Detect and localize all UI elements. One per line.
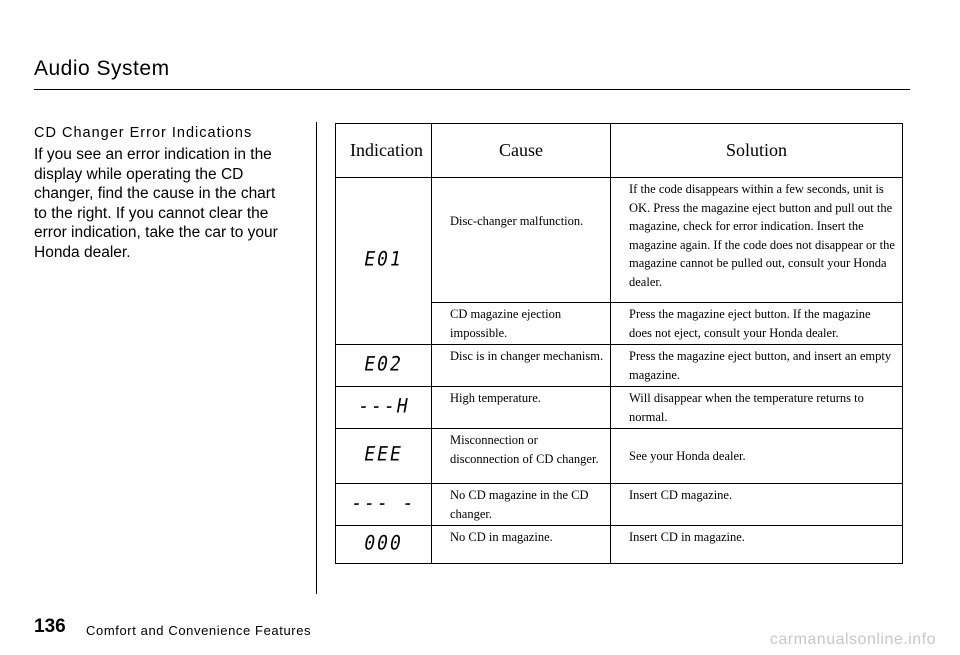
- title-divider: [34, 89, 910, 90]
- solution-cell: Will disappear when the temperature returns to normal.: [611, 387, 903, 429]
- header-solution: Solution: [611, 124, 903, 178]
- solution-cell: See your Honda dealer.: [611, 429, 903, 484]
- intro-line: If you see an error indication in the: [34, 146, 272, 163]
- intro-line: changer, find the cause in the chart: [34, 185, 276, 202]
- page-title: Audio System: [34, 57, 170, 80]
- column-divider: [316, 122, 317, 594]
- table-row: [336, 429, 903, 484]
- indication-cell: [336, 345, 432, 387]
- indication-code: ---H: [355, 394, 412, 418]
- cause-cell: Disc-changer malfunction.: [432, 178, 611, 303]
- indication-code: E02: [362, 352, 405, 376]
- solution-cell: Insert CD magazine.: [611, 484, 903, 526]
- indication-code: EEE: [362, 443, 405, 467]
- page-number: 136: [34, 616, 66, 637]
- indication-code: --- -: [349, 491, 418, 515]
- table-row: [336, 484, 903, 526]
- table-row: [336, 526, 903, 564]
- cause-cell: Misconnection or disconnection of CD changer.: [432, 429, 611, 484]
- cause-cell: No CD magazine in the CD changer.: [432, 484, 611, 526]
- intro-line: to the right. If you cannot clear the: [34, 204, 269, 222]
- solution-cell: Insert CD in magazine.: [611, 526, 903, 564]
- footer-section-label: Comfort and Convenience Features: [86, 623, 312, 638]
- solution-cell: If the code disappears within a few seconds, unit is OK. Press the magazine eject button and pull out the magazine, check for error indication. Insert the magazine again. If the code does not disappear or the magazine cannot be pulled out, consult your Honda dealer.: [611, 178, 903, 303]
- cause-cell: CD magazine ejection impossible.: [432, 303, 611, 345]
- indication-cell: [336, 526, 432, 564]
- solution-cell: Press the magazine eject button. If the magazine does not eject, consult your Honda dealer.: [611, 303, 903, 345]
- cause-cell: High temperature.: [432, 387, 611, 429]
- indication-cell: [336, 387, 432, 429]
- cause-cell: No CD in magazine.: [432, 526, 611, 564]
- error-indications-table: [335, 123, 903, 564]
- header-indication: Indication: [336, 124, 432, 178]
- indication-cell: [336, 484, 432, 526]
- indication-cell: [336, 178, 432, 345]
- indication-code: E01: [362, 248, 405, 272]
- intro-line: Honda dealer.: [34, 243, 131, 261]
- cause-cell: Disc is in changer mechanism.: [432, 345, 611, 387]
- table-row: [336, 345, 903, 387]
- solution-cell: Press the magazine eject button, and insert an empty magazine.: [611, 345, 903, 387]
- section-heading: CD Changer Error Indications: [34, 125, 253, 141]
- table-header-row: [336, 124, 903, 178]
- table-row: [336, 387, 903, 429]
- watermark: carmanualsonline.info: [769, 631, 936, 648]
- intro-line: display while operating the CD: [34, 165, 244, 183]
- table-row: [336, 178, 903, 303]
- header-cause: Cause: [432, 124, 611, 178]
- intro-paragraph: [34, 145, 309, 262]
- intro-line: error indication, take the car to your: [34, 224, 278, 241]
- indication-cell: [336, 429, 432, 484]
- indication-code: 000: [362, 531, 405, 555]
